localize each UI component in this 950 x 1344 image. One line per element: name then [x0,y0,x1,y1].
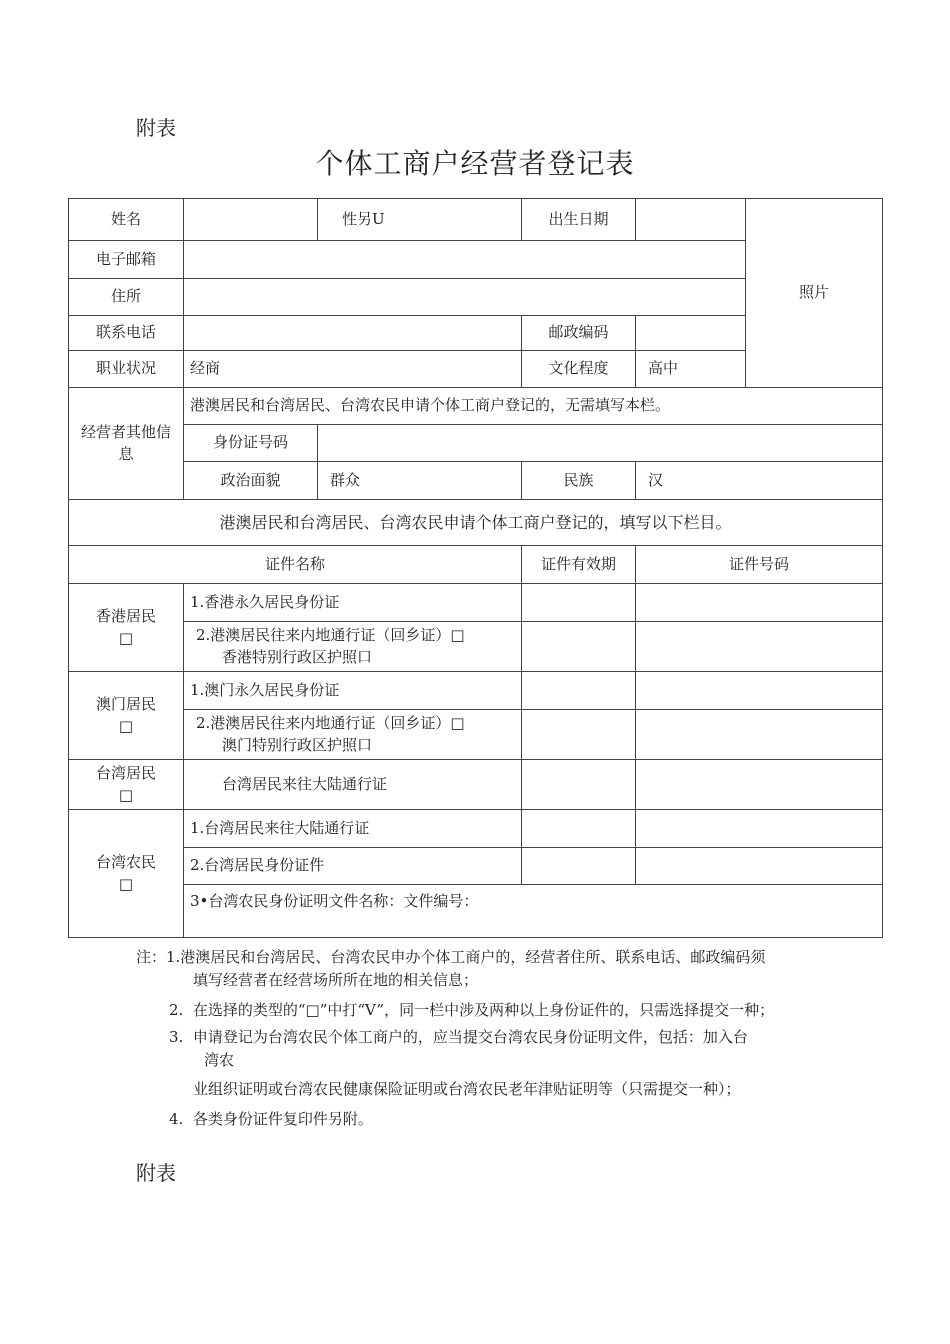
id-number-field[interactable] [318,425,883,462]
special-section-banner: 港澳居民和台湾居民、台湾农民申请个体工商户登记的，填写以下栏目。 [69,500,883,546]
twf-doc-2-validity[interactable] [522,848,636,885]
name-label: 姓名 [69,199,184,241]
education-label: 文化程度 [522,351,636,388]
note-3 [136,1026,896,1049]
political-status-value[interactable]: 群众 [318,462,522,500]
twf-doc-2-number[interactable] [636,848,883,885]
mo-doc-2-validity[interactable] [522,710,636,760]
mo-resident-cell[interactable] [69,672,184,760]
form-title: 个体工商户经营者登记表 [315,147,635,180]
tw-resident-checkbox[interactable]: □ [118,785,134,804]
hk-doc-2-number[interactable] [636,622,883,672]
mo-doc-1-validity[interactable] [522,672,636,710]
mo-doc-1[interactable]: 1.澳门永久居民身份证 [184,672,522,710]
occupation-label: 职业状况 [69,351,184,388]
note-3-number: 3. [169,1027,184,1046]
tw-doc-1-validity[interactable] [522,760,636,810]
mo-resident-label: 澳门居民 [95,694,156,713]
note-3-text-c: 业组织证明或台湾农民健康保险证明或台湾农民老年津贴证明等（只需提交一种）； [193,1080,741,1099]
twf-doc-1-number[interactable] [636,810,883,848]
notes-section [136,946,896,1131]
hk-doc-2-line-2[interactable]: 香港特别行政区护照口 [222,647,373,666]
annex-label-bottom: 附表 [136,1161,176,1185]
other-info-label: 经营者其他信息 [69,388,184,500]
postcode-label: 邮政编码 [522,316,636,351]
mo-resident-checkbox[interactable]: □ [118,716,134,735]
phone-field[interactable] [184,316,522,351]
hk-doc-2-line-1[interactable]: 2.港澳居民往来内地通行证（回乡证）□ [196,625,465,644]
hk-doc-2[interactable] [184,622,522,672]
tw-resident-cell[interactable] [69,760,184,810]
mo-doc-2-line-1[interactable]: 2.港澳居民往来内地通行证（回乡证）□ [196,713,465,732]
tw-doc-1[interactable]: 台湾居民来往大陆通行证 [184,760,522,810]
political-status-label: 政治面貌 [184,462,318,500]
twf-cell[interactable] [69,810,184,938]
note-2-number: 2. [169,1000,184,1019]
doc-validity-header: 证件有效期 [522,546,636,584]
note-2-text: 在选择的类型的“□”中打“V”，同一栏中涉及两种以上身份证件的，只需选择提交一种； [192,1000,775,1019]
twf-label: 台湾农民 [95,852,156,871]
occupation-value[interactable]: 经商 [184,351,522,388]
hk-doc-1-validity[interactable] [522,584,636,622]
ethnicity-label: 民族 [522,462,636,500]
note-2 [136,999,896,1022]
mo-doc-2-line-2[interactable]: 澳门特别行政区护照口 [222,735,373,754]
twf-doc-1[interactable]: 1.台湾居民来往大陆通行证 [184,810,522,848]
note-3-text-a: 申请登记为台湾农民个体工商户的，应当提交台湾农民身份证明文件，包括：加入台 [192,1027,748,1046]
twf-doc-3[interactable]: 3•台湾农民身份证明文件名称：文件编号： [184,885,883,938]
doc-name-header: 证件名称 [69,546,522,584]
hk-doc-1-number[interactable] [636,584,883,622]
email-field[interactable] [184,241,746,279]
birth-date-field[interactable] [636,199,746,241]
twf-doc-2[interactable]: 2.台湾居民身份证件 [184,848,522,885]
registration-form [68,198,883,938]
name-field[interactable] [184,199,318,241]
hk-resident-label: 香港居民 [95,606,156,625]
mo-doc-1-number[interactable] [636,672,883,710]
hk-resident-cell[interactable] [69,584,184,672]
other-info-note: 港澳居民和台湾居民、台湾农民申请个体工商户登记的，无需填写本栏。 [184,388,883,425]
address-field[interactable] [184,279,746,316]
ethnicity-value[interactable]: 汉 [636,462,883,500]
phone-label: 联系电话 [69,316,184,351]
mo-doc-2-number[interactable] [636,710,883,760]
twf-doc-1-validity[interactable] [522,810,636,848]
address-label: 住所 [69,279,184,316]
note-4-number: 4. [169,1109,184,1128]
education-value[interactable]: 高中 [636,351,746,388]
tw-doc-1-number[interactable] [636,760,883,810]
note-4 [136,1108,896,1131]
birth-date-label: 出生日期 [522,199,636,241]
note-1-line-b: 填写经营者在经营场所所在地的相关信息； [193,971,479,990]
annex-label-top: 附表 [136,116,176,140]
postcode-field[interactable] [636,316,746,351]
id-number-label: 身份证号码 [184,425,318,462]
note-1-line-a: 注：1.港澳居民和台湾居民、台湾农民申办个体工商户的，经营者住所、联系电话、邮政编码须 [136,948,766,966]
hk-doc-2-validity[interactable] [522,622,636,672]
doc-number-header: 证件号码 [636,546,883,584]
tw-resident-label: 台湾居民 [95,763,156,782]
note-4-text: 各类身份证件复印件另附。 [192,1109,373,1128]
email-label: 电子邮箱 [69,241,184,279]
mo-doc-2[interactable] [184,710,522,760]
gender-label: 性另U [318,199,522,241]
hk-resident-checkbox[interactable]: □ [118,628,134,647]
note-3-text-b: 湾农 [204,1051,235,1069]
twf-checkbox[interactable]: □ [118,874,134,893]
photo-box[interactable]: 照片 [746,199,883,388]
hk-doc-1[interactable]: 1.香港永久居民身份证 [184,584,522,622]
